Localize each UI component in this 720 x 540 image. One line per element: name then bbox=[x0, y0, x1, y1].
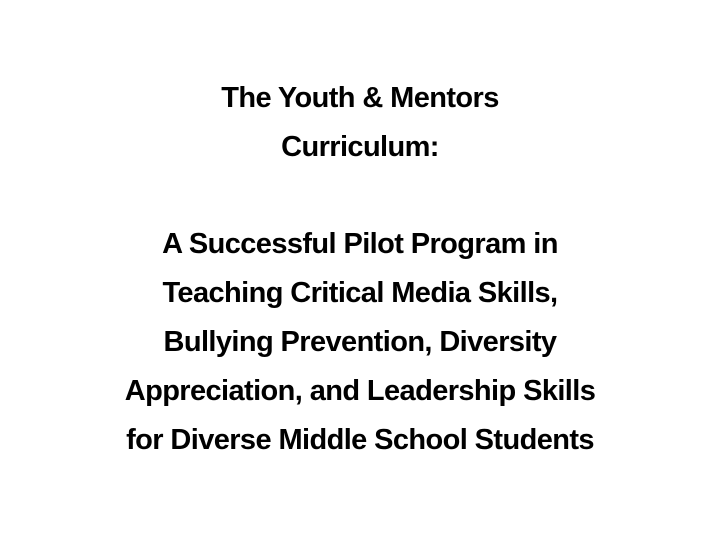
slide-title bbox=[0, 74, 720, 172]
subtitle-line: Bullying Prevention, Diversity bbox=[163, 326, 557, 358]
slide-subtitle bbox=[0, 220, 720, 465]
subtitle-line: A Successful Pilot Program in bbox=[162, 228, 558, 260]
title-line: The Youth & Mentors bbox=[221, 82, 499, 114]
title-line: Curriculum: bbox=[281, 131, 439, 163]
subtitle-line: Teaching Critical Media Skills, bbox=[162, 277, 558, 309]
subtitle-line: for Diverse Middle School Students bbox=[126, 424, 594, 456]
subtitle-line: Appreciation, and Leadership Skills bbox=[124, 375, 596, 407]
